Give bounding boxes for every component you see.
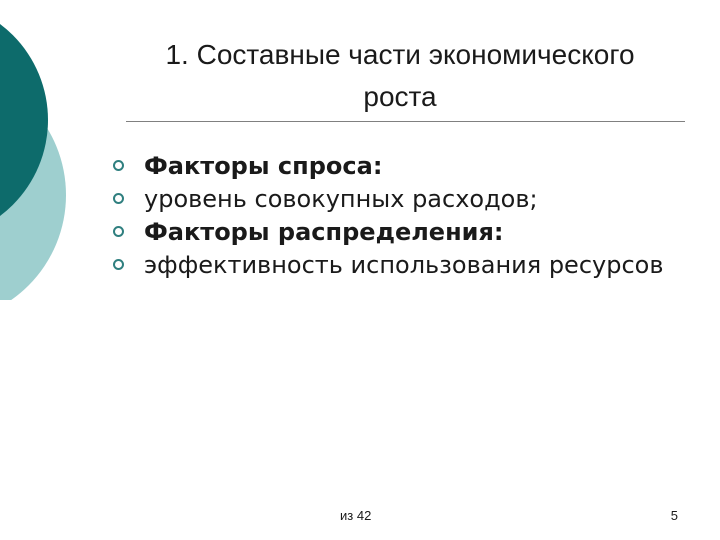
title-line-2: роста: [363, 81, 437, 112]
ring-bullet-icon: [113, 259, 124, 270]
bullet-text: эффективность использования ресурсов: [144, 251, 664, 279]
page-number: 5: [670, 508, 678, 523]
bullet-list: [112, 150, 672, 282]
bullet-item-distribution-factors: [112, 216, 672, 249]
ring-bullet-icon: [113, 226, 124, 237]
bullet-item-spending-level: [112, 183, 672, 216]
bullet-item-demand-factors: [112, 150, 672, 183]
ring-bullet-icon: [113, 193, 124, 204]
slide-title: [100, 34, 700, 118]
bullet-text: уровень совокупных расходов;: [144, 185, 538, 213]
title-line-1: 1. Составные части экономического: [165, 39, 635, 70]
ring-bullet-icon: [113, 160, 124, 171]
bullet-item-resource-efficiency: [112, 249, 672, 282]
slide-count-label: из 42: [340, 508, 372, 523]
bullet-text: Факторы спроса:: [144, 152, 383, 180]
decorative-circles: [0, 0, 110, 300]
bullet-text: Факторы распределения:: [144, 218, 504, 246]
title-divider: [126, 121, 685, 122]
